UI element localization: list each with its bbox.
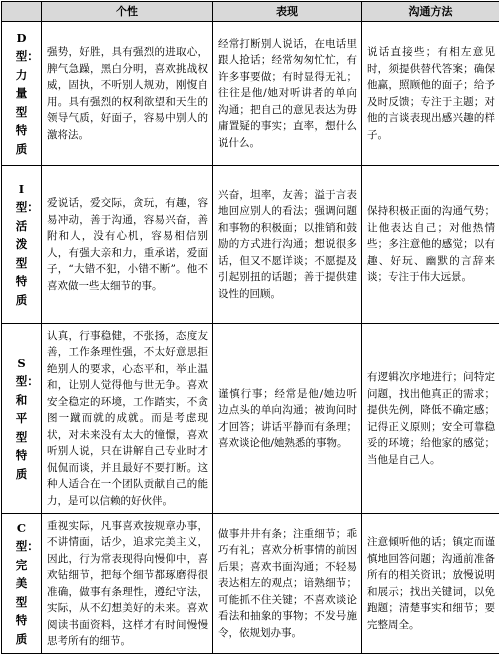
type-label-cell [2,22,42,166]
table-header-row [2,2,500,22]
communication-cell: 有逻辑次序地进行；问特定问题，找出他真正的需求；提供先例，降低不确定感；记得正义原则；安全可靠稳妥的环境；给他家的感觉；当他是自己人。 [362,324,500,514]
personality-cell: 认真，行事稳健，不张扬，态度友善，工作条理性强，不太好意思拒绝别人的要求，心态平和，举止温和，让别人觉得他与世无争。喜欢安全稳定的环境，工作踏实，不贪图一蹴而就的成就。而是考虑现状，对未来没有太大的憧憬，喜欢听别人说，只在讲解自己专业时才侃侃而谈，并且最好不要打断。这种人适合在一个团队贡献自己的能力，是可以信赖的好伙伴。 [42,324,213,514]
document-page [1,1,499,655]
communication-cell: 说话直接些；有相左意见时，须提供替代答案；确保他赢，照顾他的面子；给予及时反馈；专注于主题；对他的言谈表现出感兴趣的样子。 [362,22,500,166]
table-row-s-type [2,324,500,514]
type-label: C型：完美型特质 [15,520,39,646]
table-row-d-type [2,22,500,166]
table-row-c-type [2,514,500,654]
behavior-cell: 谨慎行事；经常是他/她边听边点头的单向沟通；被询问时才回答；讲话平静而有条理；喜欢谈论他/她熟悉的事物。 [213,324,362,514]
header-behavior: 表现 [213,2,362,22]
type-label-cell [2,324,42,514]
type-label-cell [2,514,42,654]
type-label-cell [2,166,42,324]
communication-cell: 注意倾听他的话；镇定而谨慎地回答问题；沟通前准备所有的相关资讯；放慢说明和展示；找出关键词，以免跑题；清楚事实和细节；要完整周全。 [362,514,500,654]
communication-cell: 保持积极正面的沟通气势；让他表达自己；对他热情些；多注意他的感觉；以有趣、好玩、幽默的言辞来谈；专注于伟大远景。 [362,166,500,324]
behavior-cell: 做事井井有条；注重细节；乖巧有礼；喜欢分析事情的前因后果；喜欢书面沟通；不轻易表达相左的观点；谙熟细节；可能抓不住关键；不喜欢谈论看法和抽象的事物；不发号施令，依规划办事。 [213,514,362,654]
table-row-i-type [2,166,500,324]
header-communication: 沟通方法 [362,2,500,22]
personality-types-table [1,1,499,654]
type-label: S型：和平型特质 [15,355,39,481]
behavior-cell: 兴奋，坦率，友善；溢于言表地回应别人的看法；强调问题和事物的积极面；以推销和鼓励的方式进行沟通；想说很多话，但又不愿详谈；不愿提及引起别扭的话题；善于提供建设性的回顾。 [213,166,362,324]
type-label: I型：活泼型特质 [15,181,39,307]
personality-cell: 强势，好胜，具有强烈的进取心，脾气急躁，黑白分明，喜欢挑战权威，固执，不听别人规劝，刚愎自用。具有强烈的权利欲望和天生的领导气质，好面子，容易中别人的激将法。 [42,22,213,166]
header-personality: 个性 [42,2,213,22]
personality-cell: 爱说话，爱交际，贪玩，有趣，容易冲动，善于沟通，容易兴奋，善附和人，没有心机，容易相信别人，有强大亲和力，重承诺，爱面子，“大错不犯，小错不断”。他不喜欢做一些太细节的事。 [42,166,213,324]
type-label: D型：力量型特质 [15,30,39,156]
behavior-cell: 经常打断别人说话，在电话里跟人抢话；经常匆匆忙忙，有许多事要做；有时显得无礼；往往是他/她对听讲者的单向沟通；把自己的意见表达为毋庸置疑的事实；直率，想什么说什么。 [213,22,362,166]
header-type-cell [2,2,42,22]
personality-cell: 重视实际，凡事喜欢按规章办事，不讲情面，话少，追求完美主义，因此，行为常表现得向慢仰中，喜欢钻细节，把每个细节都琢磨得很准确，做事有条理性，遵纪守法，实际，从不幻想美好的未来。喜欢阅读书面资料，这样才有时间慢慢思考所有的细节。 [42,514,213,654]
